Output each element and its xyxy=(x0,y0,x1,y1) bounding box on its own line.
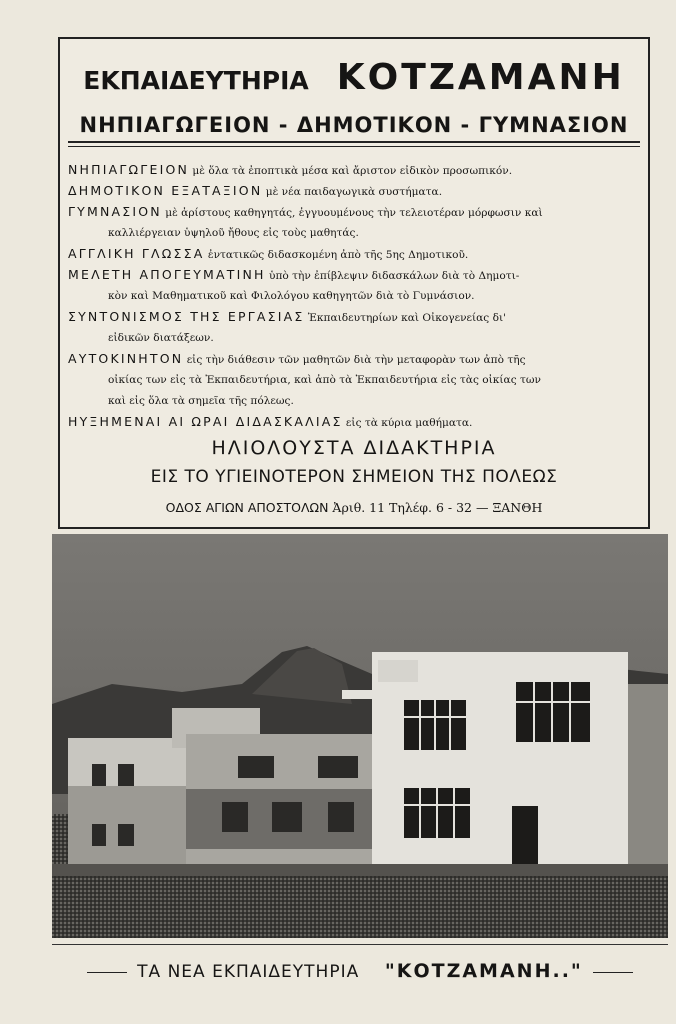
feature-text: εἰς τὴν διάθεσιν τῶν μαθητῶν διὰ τὴν μεταφορὰν των ἀπὸ τῆς xyxy=(183,354,526,366)
feature-text: εἰδικῶν διατάξεων. xyxy=(108,332,214,344)
street-name: ΟΔΟΣ ΑΓΙΩΝ ΑΠΟΣΤΟΛΩΝ xyxy=(165,500,329,515)
feature-heading: ΑΓΓΛΙΚΗ ΓΛΩΣΣΑ xyxy=(68,246,205,261)
feature-line-continued xyxy=(108,394,640,408)
feature-text: καλλιέργειαν ὑψηλοῦ ἤθους εἰς τοὺς μαθητάς. xyxy=(108,227,359,239)
feature-line xyxy=(68,247,640,262)
feature-text: ἐντατικῶς διδασκομένη ἀπὸ τῆς 5ης Δημοτικοῦ. xyxy=(204,249,469,261)
feature-line xyxy=(68,415,640,430)
feature-text: μὲ νέα παιδαγωγικὰ συστήματα. xyxy=(262,186,443,198)
title-rule-thick xyxy=(68,141,640,143)
feature-line xyxy=(68,205,640,220)
feature-line xyxy=(68,310,640,325)
sunny-classrooms-heading: ΗΛΙΟΛΟΥΣΤΑ ΔΙΔΑΚΤΗΡΙΑ xyxy=(211,437,497,459)
feature-heading: ΗΥΞΗΜΕΝΑΙ ΑΙ ΩΡΑΙ ΔΙΔΑΣΚΑΛΙΑΣ xyxy=(68,414,343,429)
school-title xyxy=(60,57,648,98)
feature-heading: ΔΗΜΟΤΙΚΟΝ ΕΞΑΤΑΞΙΟΝ xyxy=(68,183,263,198)
feature-line xyxy=(68,184,640,199)
school-levels: ΝΗΠΙΑΓΩΓΕΙΟΝ - ΔΗΜΟΤΙΚΟΝ - ΓΥΜΝΑΣΙΟΝ xyxy=(79,113,629,137)
advertisement-box xyxy=(58,37,650,529)
feature-heading: ΜΕΛΕΤΗ ΑΠΟΓΕΥΜΑΤΙΝΗ xyxy=(68,267,266,282)
footer-rule xyxy=(52,944,668,945)
feature-text: καὶ εἰς ὅλα τὰ σημεῖα τῆς πόλεως. xyxy=(108,395,294,407)
feature-text: οἰκίας των εἰς τὰ Ἐκπαιδευτήρια, καὶ ἀπὸ τὰ Ἐκπαιδευτήρια εἰς τὰς οἰκίας των xyxy=(108,374,541,386)
right-dash xyxy=(593,972,633,973)
left-dash xyxy=(87,972,127,973)
footer-caption xyxy=(52,960,668,982)
feature-text: κὸν καὶ Μαθηματικοῦ καὶ Φιλολόγου καθηγητῶν διὰ τὸ Γυμνάσιον. xyxy=(108,290,475,302)
feature-heading: ΝΗΠΙΑΓΩΓΕΙΟΝ xyxy=(68,162,190,177)
address-details: Ἀριθ. 11 Τηλέφ. 6 - 32 — ΞΑΝΘΗ xyxy=(328,500,543,515)
address-line xyxy=(60,500,648,515)
footer-school-name: "ΚΟΤΖΑΜΑΝΗ.." xyxy=(384,960,583,982)
feature-heading: ΣΥΝΤΟΝΙΣΜΟΣ ΤΗΣ ΕΡΓΑΣΙΑΣ xyxy=(68,309,305,324)
feature-line-continued xyxy=(108,373,640,387)
title-right: ΚΟΤΖΑΜΑΝΗ xyxy=(336,57,625,98)
title-left: ΕΚΠΑΙΔΕΥΤΗΡΙΑ xyxy=(83,66,309,95)
feature-heading: ΑΥΤΟΚΙΝΗΤΟΝ xyxy=(68,351,184,366)
feature-line xyxy=(68,352,640,367)
feature-line xyxy=(68,163,640,178)
feature-heading: ΓΥΜΝΑΣΙΟΝ xyxy=(68,204,162,219)
feature-text: εἰς τὰ κύρια μαθήματα. xyxy=(342,417,473,429)
feature-text: μὲ ἀρίστους καθηγητάς, ἐγγυουμένους τὴν τελειοτέραν μόρφωσιν καὶ xyxy=(161,207,543,219)
feature-text: Ἐκπαιδευτηρίων καὶ Οἰκογενείας δι' xyxy=(304,312,507,324)
feature-line-continued xyxy=(108,289,640,303)
feature-text: μὲ ὅλα τὰ ἐποπτικὰ μέσα καὶ ἄριστον εἰδικὸν προσωπικόν. xyxy=(189,165,513,177)
feature-text: ὑπὸ τὴν ἐπίβλεψιν διδασκάλων διὰ τὸ Δημοτι- xyxy=(265,270,520,282)
location-heading: ΕΙΣ ΤΟ ΥΓΙΕΙΝΟΤΕΡΟΝ ΣΗΜΕΙΟΝ ΤΗΣ ΠΟΛΕΩΣ xyxy=(150,467,558,487)
feature-line-continued xyxy=(108,226,640,240)
feature-line-continued xyxy=(108,331,640,345)
title-rule-thin xyxy=(68,146,640,147)
school-building-photo xyxy=(52,534,668,938)
footer-text: ΤΑ ΝΕΑ ΕΚΠΑΙΔΕΥΤΗΡΙΑ xyxy=(137,962,360,982)
feature-line xyxy=(68,268,640,283)
